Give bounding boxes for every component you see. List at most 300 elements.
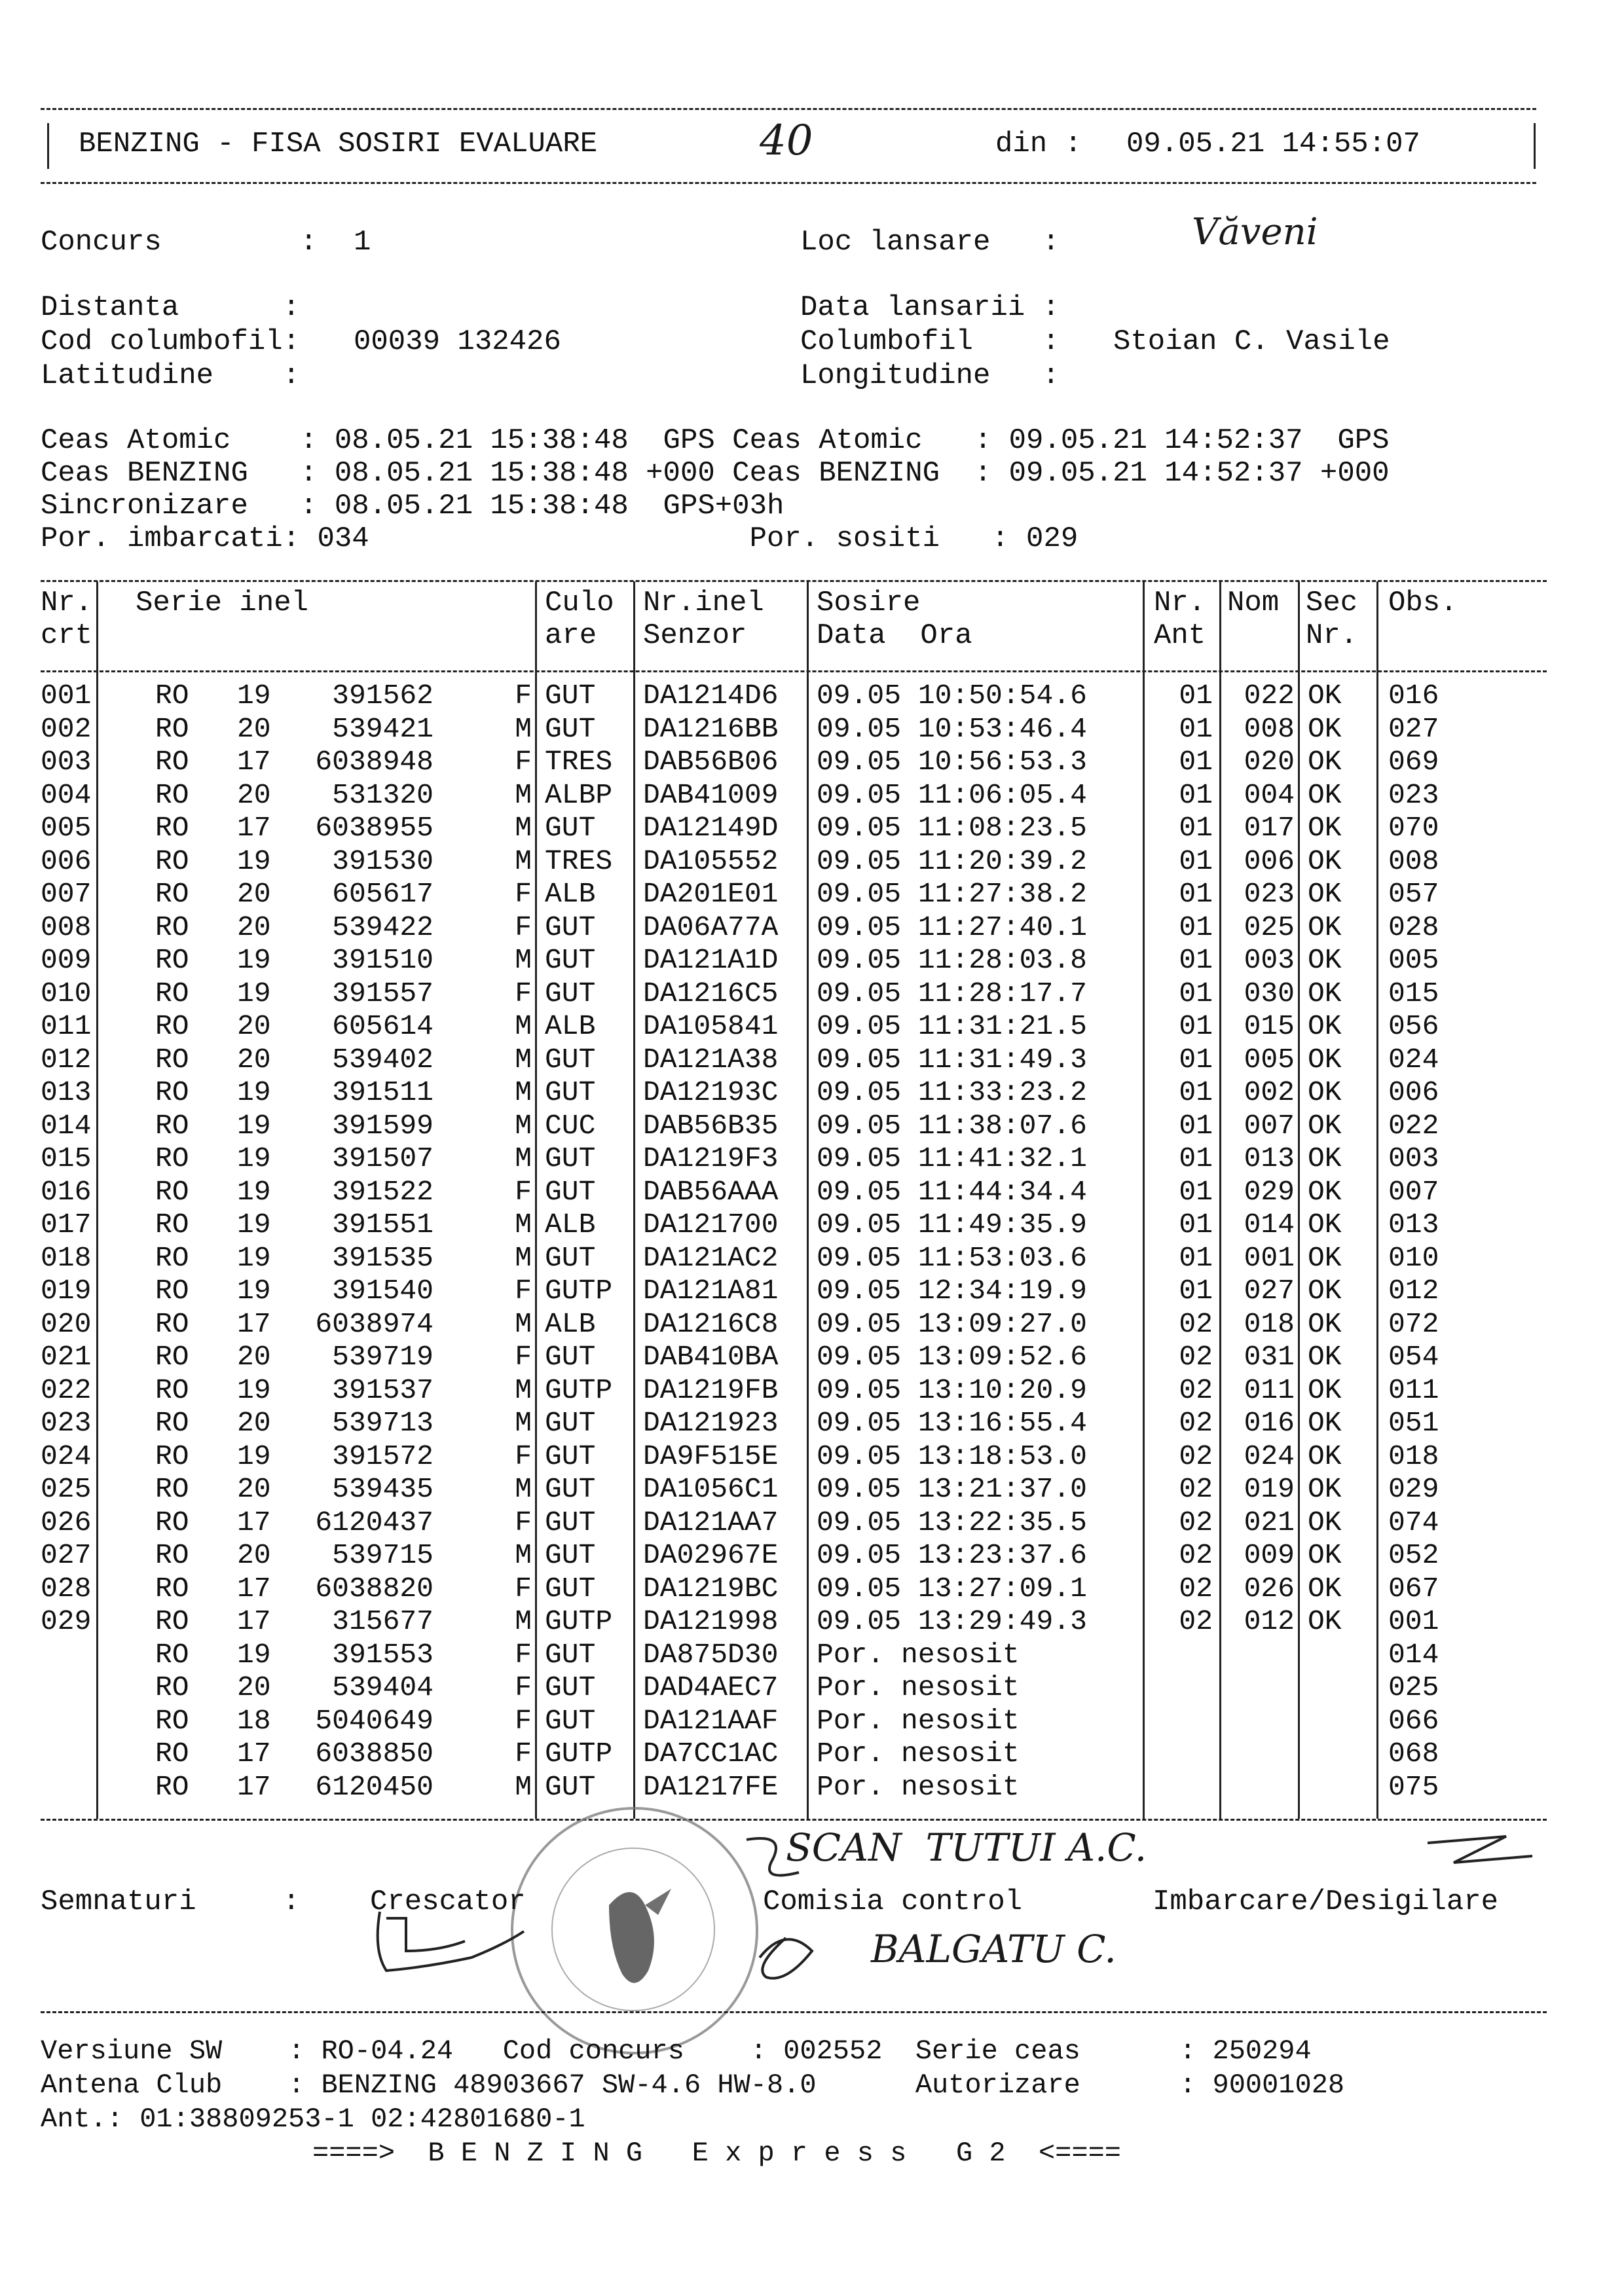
- col-sec-header: Sec: [1306, 587, 1358, 619]
- cell-ring-sensor: DA1216C8: [643, 1307, 779, 1340]
- cell-color: GUTP: [545, 1605, 613, 1637]
- cell-sex: F: [515, 680, 532, 712]
- cell-antenna: 02: [1179, 1341, 1213, 1373]
- cell-obs: 028: [1388, 911, 1439, 943]
- cell-antenna: 01: [1179, 1175, 1213, 1208]
- cell-ring-number: 391562: [315, 680, 434, 712]
- cell-nom: 031: [1244, 1341, 1295, 1373]
- cell-ring-sensor: DA121AAF: [643, 1704, 779, 1737]
- cell-ring-sensor: DAD4AEC7: [643, 1671, 779, 1704]
- cell-year: 20: [237, 911, 271, 943]
- cell-nom: 018: [1244, 1307, 1295, 1340]
- cell-arrival: Por. nesosit: [817, 1738, 1020, 1770]
- col-sosire-header: Sosire: [817, 587, 921, 619]
- col-nr-header: Nr.: [41, 587, 93, 619]
- cell-year: 17: [237, 812, 271, 844]
- cell-year: 19: [237, 977, 271, 1010]
- cell-antenna: 02: [1179, 1440, 1213, 1472]
- cell-nom: 006: [1244, 845, 1295, 877]
- cell-sec: OK: [1308, 878, 1342, 910]
- cell-arrival: 09.05 11:27:38.2: [817, 878, 1087, 910]
- cell-year: 20: [237, 712, 271, 745]
- cell-sec: OK: [1308, 1209, 1342, 1241]
- cell-color: GUT: [545, 1671, 596, 1704]
- cell-ring-number: 391535: [315, 1241, 434, 1274]
- cell-ring-sensor: DA02967E: [643, 1539, 779, 1571]
- cell-ring-number: 391599: [315, 1109, 434, 1142]
- cell-color: CUC: [545, 1109, 596, 1142]
- cod-columbofil-label: Cod columbofil:: [41, 325, 301, 358]
- cod-columbofil-value: 00039 132426: [354, 325, 561, 358]
- cell-obs: 015: [1388, 977, 1439, 1010]
- col-nom-header: Nom: [1227, 587, 1280, 619]
- cell-nom: 001: [1244, 1241, 1295, 1274]
- clock-line-1: Ceas Atomic : 08.05.21 15:38:48 GPS Ceas Atomic : 09.05.21 14:52:37 GPS: [41, 424, 1390, 457]
- cell-arrival: 09.05 11:28:03.8: [817, 944, 1087, 976]
- table-row: [41, 1639, 1547, 1672]
- table-row: [41, 1010, 1547, 1044]
- cell-antenna: 02: [1179, 1572, 1213, 1605]
- cell-ring-number: 539715: [315, 1539, 434, 1571]
- cell-year: 20: [237, 1341, 271, 1373]
- cell-sec: OK: [1308, 1605, 1342, 1637]
- cell-antenna: 02: [1179, 1374, 1213, 1406]
- cell-nom: 026: [1244, 1572, 1295, 1605]
- cell-nom: 015: [1244, 1010, 1295, 1042]
- cell-sex: M: [515, 1209, 532, 1241]
- cell-obs: 074: [1388, 1506, 1439, 1539]
- cell-sec: OK: [1308, 1374, 1342, 1406]
- cell-country: RO: [155, 1175, 189, 1208]
- cell-ring-number: 6038955: [315, 812, 434, 844]
- cell-antenna: 01: [1179, 878, 1213, 910]
- cell-color: GUT: [545, 1440, 596, 1472]
- table-row: [41, 746, 1547, 779]
- clock-line-3: Sincronizare : 08.05.21 15:38:48 GPS+03h: [41, 490, 784, 522]
- cell-antenna: 01: [1179, 1209, 1213, 1241]
- cell-ring-number: 391557: [315, 977, 434, 1010]
- cell-arrival: 09.05 13:22:35.5: [817, 1506, 1087, 1539]
- cell-ring-number: 6038850: [315, 1738, 434, 1770]
- cell-ring-sensor: DA121A1D: [643, 944, 779, 976]
- table-row: [41, 1573, 1547, 1606]
- cell-arrival: 09.05 13:21:37.0: [817, 1473, 1087, 1505]
- cell-year: 17: [237, 1738, 271, 1770]
- table-row: [41, 1539, 1547, 1573]
- cell-year: 18: [237, 1704, 271, 1737]
- cell-country: RO: [155, 911, 189, 943]
- cell-arrival: 09.05 13:29:49.3: [817, 1605, 1087, 1637]
- cell-country: RO: [155, 1539, 189, 1571]
- cell-ring-number: 391530: [315, 845, 434, 877]
- cell-obs: 011: [1388, 1374, 1439, 1406]
- cell-country: RO: [155, 1638, 189, 1671]
- cell-sex: M: [515, 812, 532, 844]
- table-row: [41, 1242, 1547, 1275]
- cell-sex: F: [515, 1175, 532, 1208]
- cell-nom: 008: [1244, 712, 1295, 745]
- cell-sec: OK: [1308, 1043, 1342, 1076]
- table-row: [41, 1671, 1547, 1705]
- cell-sex: F: [515, 1738, 532, 1770]
- table-row: [41, 845, 1547, 879]
- cell-nom: 023: [1244, 878, 1295, 910]
- cell-nr-crt: 019: [41, 1275, 92, 1307]
- cell-obs: 001: [1388, 1605, 1439, 1637]
- clock-line-4: Por. imbarcati: 034 Por. sositi : 029: [41, 522, 1079, 555]
- cell-nom: 024: [1244, 1440, 1295, 1472]
- cell-color: GUT: [545, 1638, 596, 1671]
- cell-obs: 006: [1388, 1076, 1439, 1108]
- cell-country: RO: [155, 778, 189, 811]
- cell-country: RO: [155, 812, 189, 844]
- cell-nr-crt: 015: [41, 1142, 92, 1175]
- cell-color: GUT: [545, 1241, 596, 1274]
- cell-nom: 005: [1244, 1043, 1295, 1076]
- cell-nr-crt: 008: [41, 911, 92, 943]
- cell-ring-number: 539435: [315, 1473, 434, 1505]
- cell-arrival: 09.05 11:27:40.1: [817, 911, 1087, 943]
- cell-nom: 014: [1244, 1209, 1295, 1241]
- cell-obs: 027: [1388, 712, 1439, 745]
- table-row: [41, 1440, 1547, 1474]
- cell-nom: 007: [1244, 1109, 1295, 1142]
- cell-arrival: 09.05 11:31:49.3: [817, 1043, 1087, 1076]
- cell-nom: 029: [1244, 1175, 1295, 1208]
- cell-nom: 030: [1244, 977, 1295, 1010]
- cell-nr-crt: 020: [41, 1307, 92, 1340]
- cell-arrival: 09.05 10:50:54.6: [817, 680, 1087, 712]
- cell-nr-crt: 021: [41, 1341, 92, 1373]
- cell-color: GUT: [545, 1407, 596, 1439]
- cell-antenna: 01: [1179, 1109, 1213, 1142]
- cell-arrival: Por. nesosit: [817, 1704, 1020, 1737]
- cell-country: RO: [155, 878, 189, 910]
- cell-year: 19: [237, 845, 271, 877]
- cell-nom: 021: [1244, 1506, 1295, 1539]
- table-bottom-rule: [41, 1819, 1547, 1821]
- cell-nr-crt: 016: [41, 1175, 92, 1208]
- cell-ring-number: 6120437: [315, 1506, 434, 1539]
- cell-ring-sensor: DAB56AAA: [643, 1175, 779, 1208]
- cell-color: GUT: [545, 911, 596, 943]
- cell-country: RO: [155, 1043, 189, 1076]
- table-row: [41, 1605, 1547, 1639]
- cell-year: 19: [237, 1076, 271, 1108]
- cell-sex: F: [515, 1440, 532, 1472]
- table-row: [41, 977, 1547, 1011]
- cell-nr-crt: 014: [41, 1109, 92, 1142]
- cell-antenna: 01: [1179, 944, 1213, 976]
- cell-arrival: 09.05 13:09:27.0: [817, 1307, 1087, 1340]
- cell-color: GUT: [545, 1341, 596, 1373]
- cell-country: RO: [155, 680, 189, 712]
- cell-ring-sensor: DA1219F3: [643, 1142, 779, 1175]
- cell-color: GUT: [545, 1539, 596, 1571]
- cell-sex: M: [515, 1307, 532, 1340]
- cell-country: RO: [155, 1109, 189, 1142]
- cell-nr-crt: 025: [41, 1473, 92, 1505]
- cell-arrival: Por. nesosit: [817, 1638, 1020, 1671]
- cell-antenna: 02: [1179, 1539, 1213, 1571]
- cell-ring-number: 315677: [315, 1605, 434, 1637]
- cell-year: 20: [237, 778, 271, 811]
- cell-nr-crt: 026: [41, 1506, 92, 1539]
- cell-sex: M: [515, 712, 532, 745]
- handwritten-names-top: SCAN TUTUI A.C.: [786, 1825, 1147, 1870]
- cell-sex: M: [515, 1473, 532, 1505]
- cell-ring-number: 6038948: [315, 746, 434, 778]
- cell-ring-number: 531320: [315, 778, 434, 811]
- cell-ring-number: 391511: [315, 1076, 434, 1108]
- cell-country: RO: [155, 1572, 189, 1605]
- cell-year: 20: [237, 1407, 271, 1439]
- cell-ring-sensor: DA1216BB: [643, 712, 779, 745]
- cell-arrival: 09.05 11:49:35.9: [817, 1209, 1087, 1241]
- cell-sec: OK: [1308, 1307, 1342, 1340]
- cell-nom: 020: [1244, 746, 1295, 778]
- cell-obs: 052: [1388, 1539, 1439, 1571]
- cell-nr-crt: 017: [41, 1209, 92, 1241]
- cell-country: RO: [155, 1671, 189, 1704]
- cell-antenna: 01: [1179, 1010, 1213, 1042]
- cell-sex: F: [515, 1704, 532, 1737]
- cell-ring-number: 391540: [315, 1275, 434, 1307]
- col-culoare-header-2: are: [545, 619, 597, 652]
- cell-arrival: 09.05 11:44:34.4: [817, 1175, 1087, 1208]
- crescator-label: Crescator: [370, 1886, 526, 1918]
- cell-ring-sensor: DA1219BC: [643, 1572, 779, 1605]
- cell-sec: OK: [1308, 977, 1342, 1010]
- cell-nom: 004: [1244, 778, 1295, 811]
- cell-country: RO: [155, 1341, 189, 1373]
- cell-sec: OK: [1308, 1175, 1342, 1208]
- cell-obs: 010: [1388, 1241, 1439, 1274]
- cell-color: GUT: [545, 1175, 596, 1208]
- cell-arrival: Por. nesosit: [817, 1770, 1020, 1803]
- cell-sec: OK: [1308, 1572, 1342, 1605]
- cell-ring-number: 5040649: [315, 1704, 434, 1737]
- cell-color: GUT: [545, 1076, 596, 1108]
- cell-sec: OK: [1308, 1076, 1342, 1108]
- comisia-label: Comisia control: [763, 1886, 1023, 1918]
- cell-sec: OK: [1308, 680, 1342, 712]
- cell-nom: 002: [1244, 1076, 1295, 1108]
- cell-year: 19: [237, 1241, 271, 1274]
- cell-obs: 003: [1388, 1142, 1439, 1175]
- cell-nr-crt: 013: [41, 1076, 92, 1108]
- cell-color: GUT: [545, 1770, 596, 1803]
- cell-arrival: 09.05 10:53:46.4: [817, 712, 1087, 745]
- col-sec-header-2: Nr.: [1306, 619, 1358, 652]
- col-serie-header: Serie inel: [136, 587, 309, 619]
- cell-ring-number: 6038974: [315, 1307, 434, 1340]
- clock-line-2: Ceas BENZING : 08.05.21 15:38:48 +000 Ceas BENZING : 09.05.21 14:52:37 +000: [41, 457, 1390, 490]
- cell-obs: 018: [1388, 1440, 1439, 1472]
- cell-sec: OK: [1308, 1473, 1342, 1505]
- cell-obs: 069: [1388, 746, 1439, 778]
- cell-sec: OK: [1308, 1506, 1342, 1539]
- cell-ring-sensor: DA121AA7: [643, 1506, 779, 1539]
- cell-antenna: 02: [1179, 1605, 1213, 1637]
- cell-year: 20: [237, 1671, 271, 1704]
- cell-country: RO: [155, 746, 189, 778]
- table-row: [41, 1110, 1547, 1143]
- cell-ring-number: 391507: [315, 1142, 434, 1175]
- cell-year: 17: [237, 1770, 271, 1803]
- footer-line-2: Antena Club : BENZING 48903667 SW-4.6 HW-8.0 Autorizare : 90001028: [41, 2069, 1345, 2101]
- cell-country: RO: [155, 1142, 189, 1175]
- cell-sec: OK: [1308, 1539, 1342, 1571]
- cell-country: RO: [155, 1440, 189, 1472]
- cell-sex: M: [515, 1241, 532, 1274]
- cell-country: RO: [155, 1076, 189, 1108]
- cell-nr-crt: 029: [41, 1605, 92, 1637]
- cell-country: RO: [155, 1473, 189, 1505]
- cell-ring-sensor: DA1216C5: [643, 977, 779, 1010]
- cell-obs: 024: [1388, 1043, 1439, 1076]
- cell-year: 19: [237, 1638, 271, 1671]
- footer-line-3: Ant.: 01:38809253-1 02:42801680-1: [41, 2104, 585, 2135]
- cell-sec: OK: [1308, 1440, 1342, 1472]
- cell-arrival: Por. nesosit: [817, 1671, 1020, 1704]
- cell-sex: F: [515, 878, 532, 910]
- columbofil-value: Stoian C. Vasile: [1113, 325, 1390, 358]
- col-ant-header-2: Ant: [1154, 619, 1206, 652]
- cell-sex: M: [515, 778, 532, 811]
- cell-nr-crt: 004: [41, 778, 92, 811]
- col-ant-header: Nr.: [1154, 587, 1206, 619]
- cell-ring-sensor: DA201E01: [643, 878, 779, 910]
- cell-arrival: 09.05 11:38:07.6: [817, 1109, 1087, 1142]
- cell-ring-number: 539422: [315, 911, 434, 943]
- cell-sec: OK: [1308, 1142, 1342, 1175]
- cell-year: 20: [237, 878, 271, 910]
- data-lansarii-label: Data lansarii :: [800, 291, 1060, 324]
- cell-ring-sensor: DA1214D6: [643, 680, 779, 712]
- cell-sec: OK: [1308, 1241, 1342, 1274]
- cell-obs: 066: [1388, 1704, 1439, 1737]
- cell-ring-sensor: DA06A77A: [643, 911, 779, 943]
- col-nr-header-2: crt: [41, 619, 93, 652]
- cell-color: GUT: [545, 812, 596, 844]
- cell-year: 19: [237, 1142, 271, 1175]
- cell-sec: OK: [1308, 911, 1342, 943]
- col-obs-header: Obs.: [1388, 587, 1458, 619]
- cell-country: RO: [155, 1506, 189, 1539]
- cell-color: GUTP: [545, 1374, 613, 1406]
- cell-antenna: 01: [1179, 778, 1213, 811]
- cell-sex: M: [515, 1109, 532, 1142]
- cell-color: GUTP: [545, 1275, 613, 1307]
- cell-arrival: 09.05 11:41:32.1: [817, 1142, 1087, 1175]
- cell-nom: 012: [1244, 1605, 1295, 1637]
- cell-country: RO: [155, 1209, 189, 1241]
- cell-sex: M: [515, 1043, 532, 1076]
- cell-ring-sensor: DAB56B06: [643, 746, 779, 778]
- cell-sex: M: [515, 1605, 532, 1637]
- cell-antenna: 01: [1179, 812, 1213, 844]
- cell-sex: F: [515, 977, 532, 1010]
- arrivals-table: [41, 581, 1547, 1819]
- cell-obs: 016: [1388, 680, 1439, 712]
- cell-ring-number: 391510: [315, 944, 434, 976]
- footer-line-1: Versiune SW : RO-04.24 Cod concurs : 002552 Serie ceas : 250294: [41, 2035, 1312, 2067]
- cell-ring-sensor: DA1217FE: [643, 1770, 779, 1803]
- table-row: [41, 680, 1547, 713]
- cell-year: 20: [237, 1043, 271, 1076]
- cell-antenna: 02: [1179, 1407, 1213, 1439]
- cell-ring-sensor: DAB41009: [643, 778, 779, 811]
- cell-ring-sensor: DA121A81: [643, 1275, 779, 1307]
- cell-ring-sensor: DA105841: [643, 1010, 779, 1042]
- cell-antenna: 01: [1179, 1076, 1213, 1108]
- cell-sex: M: [515, 1770, 532, 1803]
- cell-arrival: 09.05 12:34:19.9: [817, 1275, 1087, 1307]
- cell-obs: 023: [1388, 778, 1439, 811]
- cell-year: 20: [237, 1010, 271, 1042]
- cell-ring-sensor: DA1219FB: [643, 1374, 779, 1406]
- cell-nr-crt: 018: [41, 1241, 92, 1274]
- cell-antenna: 02: [1179, 1307, 1213, 1340]
- cell-arrival: 09.05 11:28:17.7: [817, 977, 1087, 1010]
- latitudine-label: Latitudine :: [41, 359, 301, 392]
- cell-arrival: 09.05 11:53:03.6: [817, 1241, 1087, 1274]
- cell-sec: OK: [1308, 1010, 1342, 1042]
- table-row: [41, 1176, 1547, 1209]
- cell-nr-crt: 028: [41, 1572, 92, 1605]
- cell-color: TRES: [545, 746, 613, 778]
- din-label: din :: [995, 128, 1082, 160]
- cell-nom: 003: [1244, 944, 1295, 976]
- cell-obs: 005: [1388, 944, 1439, 976]
- cell-antenna: 01: [1179, 680, 1213, 712]
- cell-ring-number: 391522: [315, 1175, 434, 1208]
- cell-color: GUT: [545, 1043, 596, 1076]
- cell-color: ALB: [545, 1209, 596, 1241]
- cell-sec: OK: [1308, 1275, 1342, 1307]
- cell-year: 19: [237, 680, 271, 712]
- table-row: [41, 878, 1547, 911]
- cell-antenna: 01: [1179, 712, 1213, 745]
- cell-nr-crt: 003: [41, 746, 92, 778]
- din-value: 09.05.21 14:55:07: [1126, 128, 1420, 160]
- cell-country: RO: [155, 845, 189, 877]
- cell-country: RO: [155, 1738, 189, 1770]
- cell-sec: OK: [1308, 944, 1342, 976]
- table-row: [41, 1044, 1547, 1077]
- cell-obs: 022: [1388, 1109, 1439, 1142]
- cell-country: RO: [155, 1275, 189, 1307]
- cell-ring-sensor: DA875D30: [643, 1638, 779, 1671]
- cell-country: RO: [155, 712, 189, 745]
- table-row: [41, 1209, 1547, 1242]
- concurs-label: Concurs :: [41, 226, 318, 259]
- cell-arrival: 09.05 11:06:05.4: [817, 778, 1087, 811]
- cell-nr-crt: 012: [41, 1043, 92, 1076]
- cell-year: 17: [237, 746, 271, 778]
- cell-sex: M: [515, 1010, 532, 1042]
- table-row: [41, 1341, 1547, 1374]
- cell-year: 17: [237, 1506, 271, 1539]
- cell-year: 17: [237, 1572, 271, 1605]
- col-culoare-header: Culo: [545, 587, 614, 619]
- cell-ring-sensor: DA121AC2: [643, 1241, 779, 1274]
- cell-sex: M: [515, 1374, 532, 1406]
- cell-ring-number: 605614: [315, 1010, 434, 1042]
- cell-ring-number: 391572: [315, 1440, 434, 1472]
- cell-obs: 051: [1388, 1407, 1439, 1439]
